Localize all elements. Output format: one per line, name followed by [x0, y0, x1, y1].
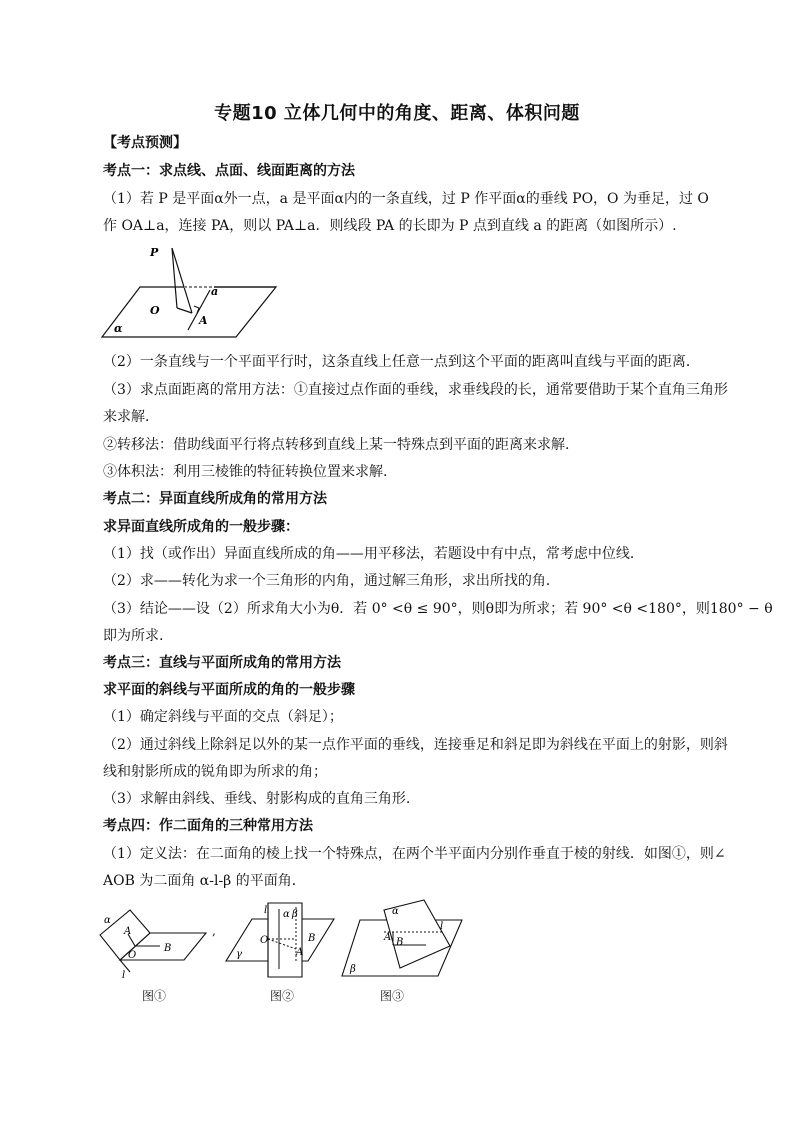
kp1-paragraph-1a: （1）若 P 是平面α外一点，a 是平面α内的一条直线，过 P 作平面α的垂线 PO，O 为垂足，过 O	[103, 191, 709, 207]
figure-1-dihedral	[98, 908, 208, 980]
kp2-heading: 考点二：异面直线所成角的常用方法	[103, 491, 327, 507]
label-A: A	[199, 314, 208, 327]
label-a: a	[211, 285, 219, 298]
kp2-step-1: （1）找（或作出）异面直线所成的角——用平移法，若题设中有中点，常考虑中位线．	[103, 546, 644, 562]
label-alpha: α	[114, 322, 123, 335]
figure-2-caption: 图②	[270, 989, 295, 1003]
fig2-label-B: B	[308, 933, 316, 944]
kp2-step-3b: 即为所求.	[103, 628, 164, 644]
figure-2-dihedral	[224, 899, 336, 981]
kp3-step-3: （3）求解由斜线、垂线、射影构成的直角三角形.	[103, 791, 411, 807]
kp3-heading: 考点三：直线与平面所成角的常用方法	[103, 655, 341, 671]
kp3-step-1: （1）确定斜线与平面的交点（斜足）；	[103, 709, 343, 725]
fig3-label-A: A	[384, 932, 392, 943]
fig2-label-l: l	[264, 905, 268, 916]
figure-3-caption: 图③	[380, 989, 405, 1003]
fig1-label-A: A	[124, 926, 132, 937]
fig3-label-l: l	[440, 921, 444, 932]
fig1-label-alpha: α	[104, 915, 111, 926]
kp3-step-2a: （2）通过斜线上除斜足以外的某一点作平面的垂线，连接垂足和斜足即为斜线在平面上的射影，则斜	[103, 737, 728, 753]
kp3-subheading: 求平面的斜线与平面所成的角的一般步骤	[103, 682, 355, 698]
kp4-heading: 考点四：作二面角的三种常用方法	[103, 818, 313, 834]
kp3-step-2b: 线和射影所成的锐角即为所求的角；	[103, 764, 327, 780]
kp4-paragraph-1a: （1）定义法：在二面角的棱上找一个特殊点，在两个半平面内分别作垂直于棱的射线．如图①，则∠	[103, 846, 726, 862]
figure-separator: ,	[212, 924, 216, 938]
label-P: P	[150, 246, 159, 259]
kp1-paragraph-2: （2）一条直线与一个平面平行时，这条直线上任意一点到这个平面的距离叫直线与平面的距离．	[103, 354, 700, 370]
kp1-heading: 考点一：求点线、点面、线面距离的方法	[103, 163, 355, 179]
section-label: 【考点预测】	[103, 135, 187, 151]
fig1-label-l: l	[122, 970, 126, 980]
kp4-paragraph-1b: AOB 为二面角 α-l-β 的平面角．	[103, 873, 306, 889]
figure-1-caption: 图①	[142, 989, 167, 1003]
fig2-label-A: A	[296, 947, 304, 958]
fig2-label-gamma: γ	[236, 949, 242, 960]
label-O: O	[150, 304, 160, 317]
page-title: 专题10 立体几何中的角度、距离、体积问题	[214, 103, 580, 124]
figure-3-dihedral	[340, 898, 465, 980]
kp2-step-3a: （3）结论——设（2）所求角大小为θ．若 0° <θ ≤ 90°，则θ即为所求；若 90° <θ <180°，则180° − θ	[103, 601, 773, 617]
kp1-paragraph-5: ③体积法：利用三棱锥的特征转换位置来求解.	[103, 464, 388, 480]
fig2-label-beta: β	[292, 909, 298, 920]
fig1-label-O: O	[128, 950, 137, 961]
fig1-label-B: B	[164, 943, 172, 954]
fig3-label-alpha: α	[392, 906, 399, 917]
segment-OA	[177, 308, 192, 313]
fig2-label-alpha: α	[283, 909, 290, 920]
fig2-label-O: O	[260, 935, 269, 946]
kp1-paragraph-4: ②转移法：借助线面平行将点转移到直线上某一特殊点到平面的距离来求解.	[103, 437, 570, 453]
kp2-step-2: （2）求——转化为求一个三角形的内角，通过解三角形，求出所找的角．	[103, 573, 560, 589]
kp1-paragraph-3a: （3）求点面距离的常用方法：①直接过点作面的垂线，求垂线段的长，通常要借助于某个直角三角形	[103, 382, 728, 398]
kp2-subheading: 求异面直线所成角的一般步骤：	[103, 519, 299, 535]
fig3-label-beta: β	[350, 964, 356, 975]
fig3-label-B: B	[396, 937, 404, 948]
kp1-paragraph-1b: 作 OA⊥a，连接 PA，则以 PA⊥a．则线段 PA 的长即为 P 点到直线 a 的距离（如图所示）.	[103, 218, 677, 234]
kp1-paragraph-3b: 来求解．	[103, 409, 159, 425]
distance-figure	[100, 240, 280, 345]
